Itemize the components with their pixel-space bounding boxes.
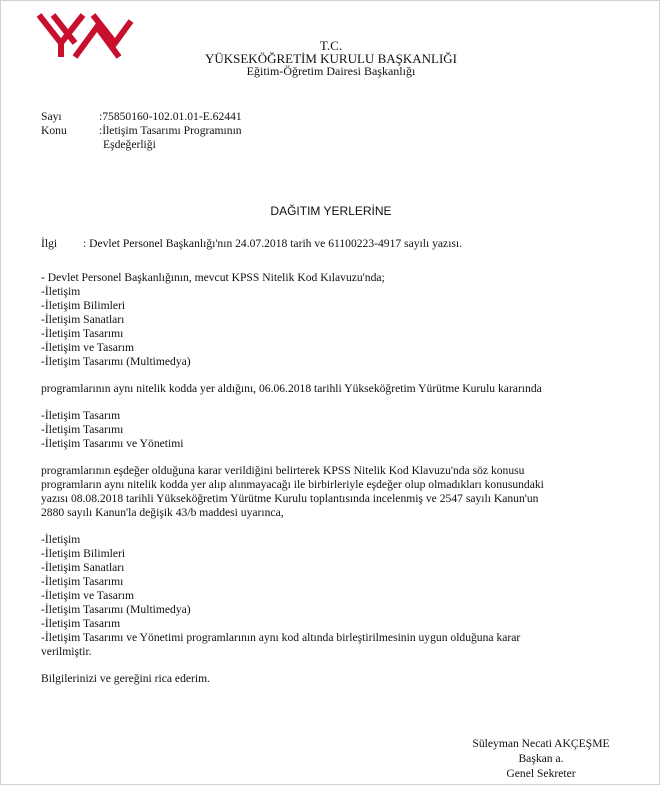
list-item: -İletişim Tasarımı xyxy=(41,423,124,436)
list-item: -İletişim Tasarımı ve Yönetimi xyxy=(41,437,184,450)
list-item: -İletişim xyxy=(41,285,81,298)
list-item: -İletişim Tasarımı (Multimedya) xyxy=(41,355,191,368)
list-item: -İletişim Tasarım xyxy=(41,409,121,422)
paragraph-1: programlarının aynı nitelik kodda yer aldığını, 06.06.2018 tarihli Yükseköğretim Yürütme Kurulu kararında xyxy=(41,382,542,395)
signatory-title: Başkan a. xyxy=(518,752,564,765)
list-item: -İletişim ve Tasarım xyxy=(41,589,134,602)
konu-value: :İletişim Tasarımı Programının xyxy=(99,124,242,137)
list-item: -İletişim xyxy=(41,533,81,546)
signatory-name: Süleyman Necati AKÇEŞME xyxy=(472,737,610,750)
paragraph-2-line: programlarının eşdeğer olduğuna karar verildiğini belirterek KPSS Nitelik Kod Klavuzu'nda söz konusu xyxy=(41,464,525,477)
paragraph-2-line: 2880 sayılı Kanun'la değişik 43/b maddesi uyarınca, xyxy=(41,506,284,519)
list-item: -İletişim Bilimleri xyxy=(41,547,126,560)
closing-line: Bilgilerinizi ve gereğini rica ederim. xyxy=(41,672,211,685)
list-item: -İletişim Sanatları xyxy=(41,561,125,574)
signature-block xyxy=(441,736,641,781)
list-item: -İletişim Tasarımı (Multimedya) xyxy=(41,603,191,616)
intro-line: - Devlet Personel Başkanlığının, mevcut KPSS Nitelik Kod Kılavuzu'nda; xyxy=(41,271,385,284)
sayi-label: Sayı xyxy=(41,110,62,123)
ilgi-text: : Devlet Personel Başkanlığı'nın 24.07.2018 tarih ve 61100223-4917 sayılı yazısı. xyxy=(83,237,463,250)
list-item: -İletişim Tasarımı xyxy=(41,327,124,340)
paragraph-2-line: yazısı 08.08.2018 tarihli Yükseköğretim Yürütme Kurulu toplantısında incelenmiş ve 2547 sayılı Kanun'un xyxy=(41,492,539,505)
ilgi-line xyxy=(41,237,631,251)
document-header xyxy=(151,39,511,78)
document-meta xyxy=(41,110,339,152)
list-item: -İletişim Sanatları xyxy=(41,313,125,326)
konu-value-continued: Eşdeğerliği xyxy=(103,138,156,151)
list-item: -İletişim Tasarımı xyxy=(41,575,124,588)
list-item: -İletişim Bilimleri xyxy=(41,299,126,312)
list-item: -İletişim ve Tasarım xyxy=(41,341,134,354)
sayi-value: :75850160-102.01.01-E.62441 xyxy=(99,110,242,123)
paragraph-2-line: programların aynı nitelik kodda yer alıp alınmayacağı ile birbirleriyle eşdeğer olup olmadıkları konusundaki xyxy=(41,478,544,491)
list-item: -İletişim Tasarım xyxy=(41,617,121,630)
document-body xyxy=(41,271,619,686)
ilgi-label: İlgi xyxy=(41,237,58,250)
signatory-position: Genel Sekreter xyxy=(506,767,576,780)
header-tc: T.C. xyxy=(319,38,343,53)
list-item-decision: -İletişim Tasarımı ve Yönetimi programlarının aynı kod altında birleştirilmesinin uygun olduğuna karar xyxy=(41,631,521,644)
konu-label: Konu xyxy=(41,124,67,137)
document-title: DAĞITIM YERLERİNE xyxy=(270,204,392,218)
header-institution: YÜKSEKÖĞRETİM KURULU BAŞKANLIĞI xyxy=(204,51,458,66)
decision-continued: verilmiştir. xyxy=(41,645,92,658)
header-department: Eğitim-Öğretim Dairesi Başkanlığı xyxy=(246,64,416,78)
yok-logo xyxy=(35,13,135,59)
